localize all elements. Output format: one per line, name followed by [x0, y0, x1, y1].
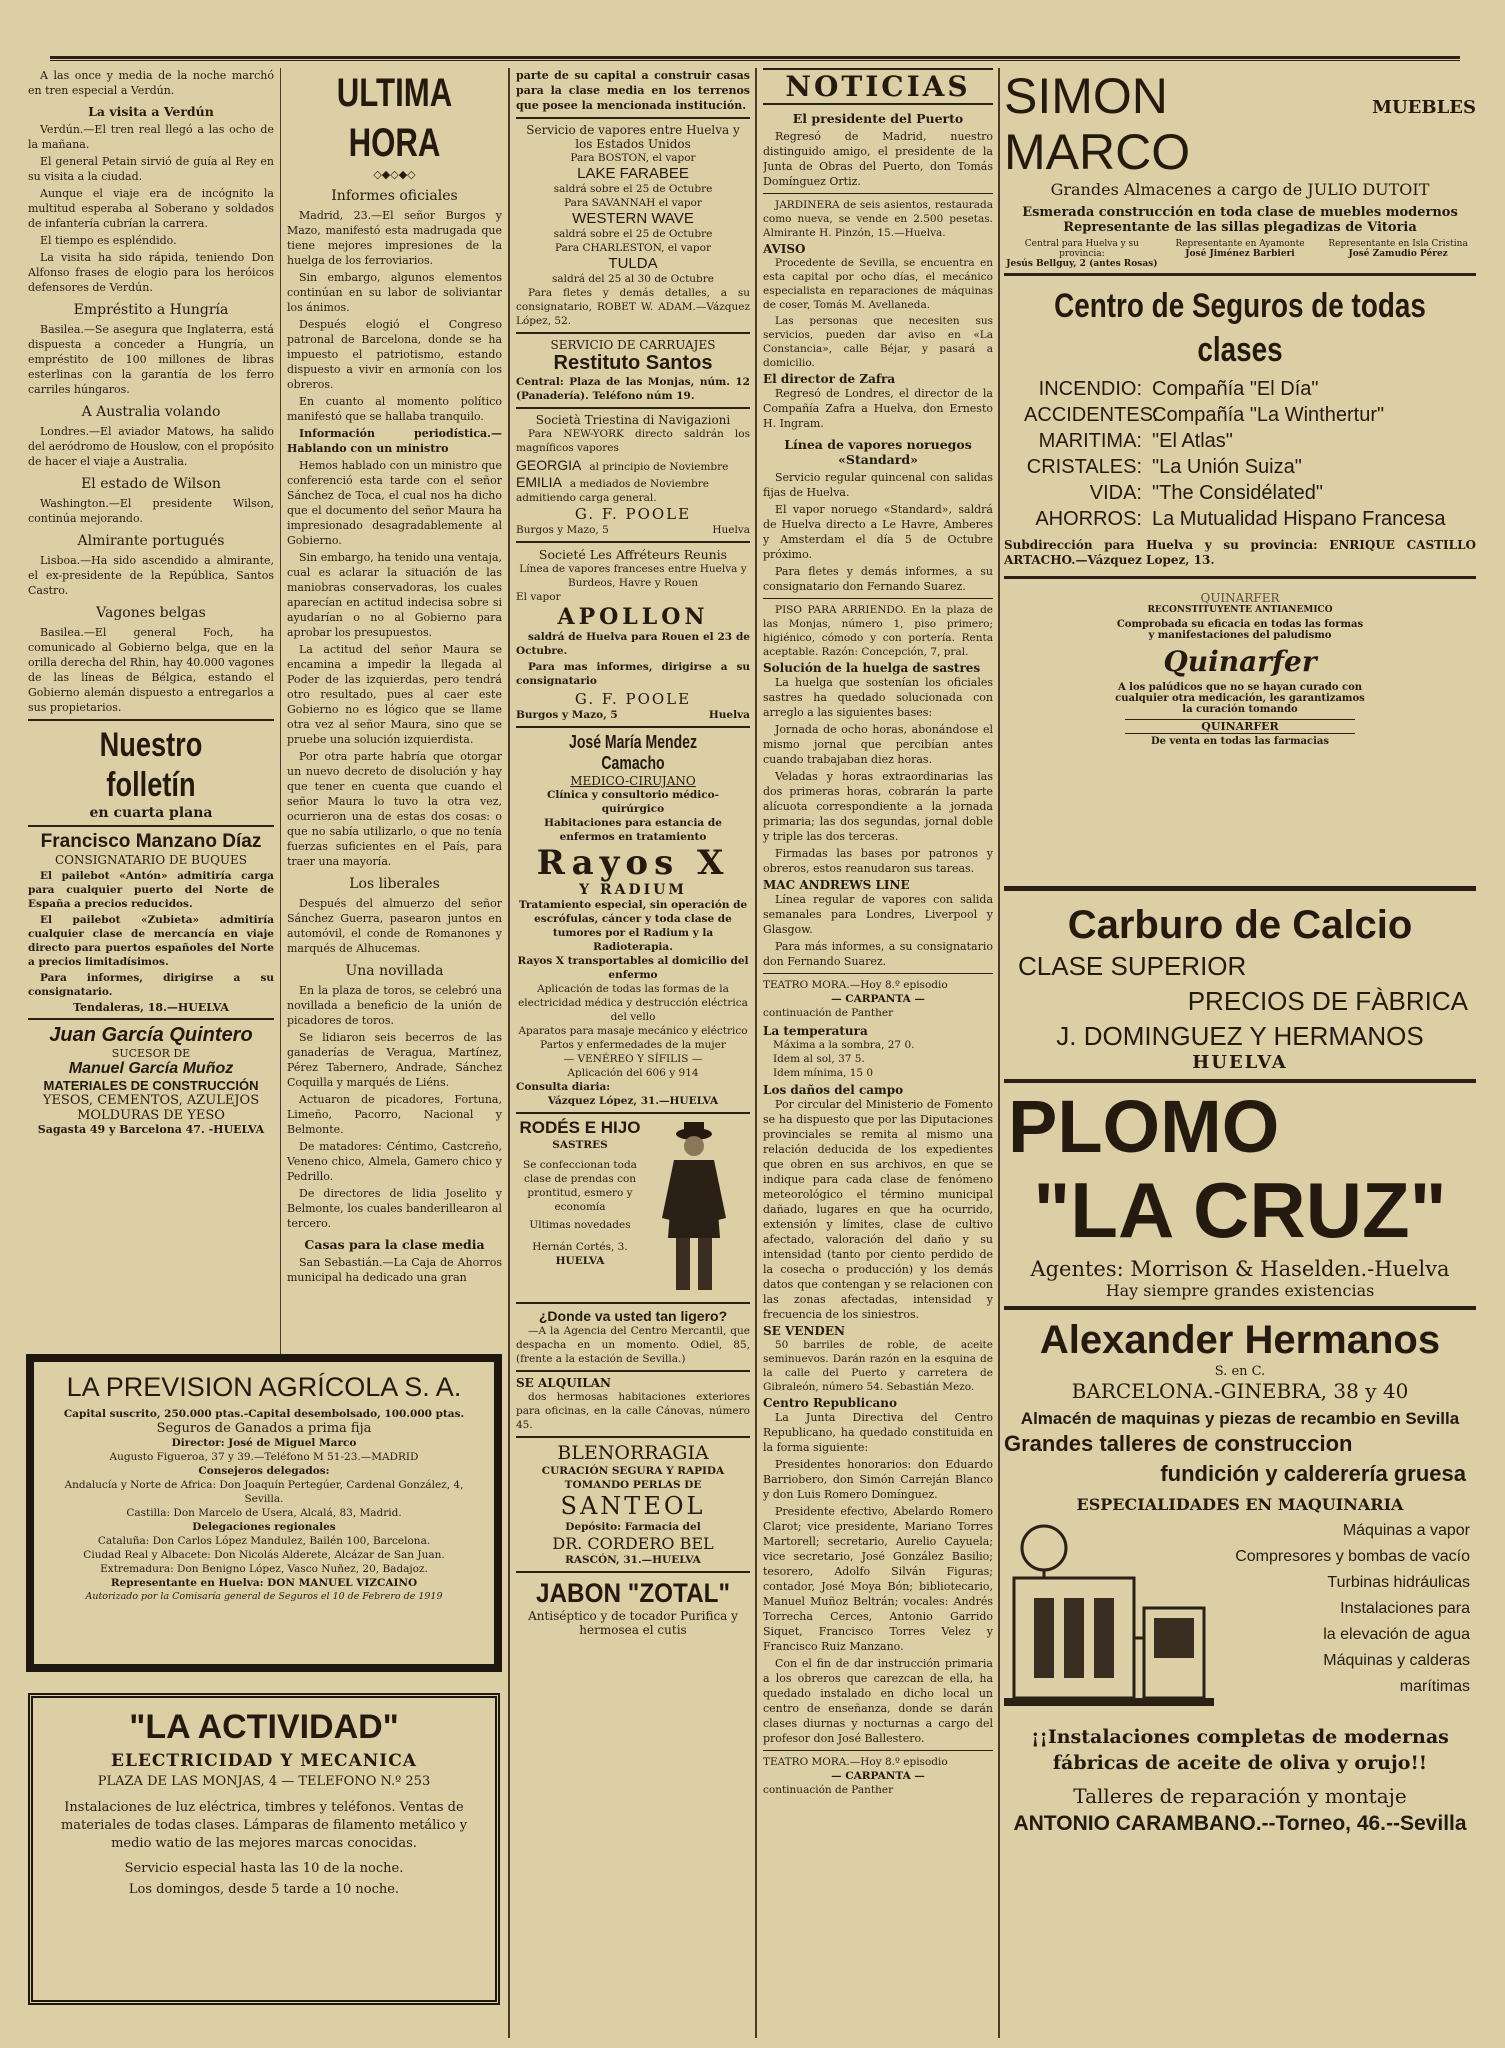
article-text: Presidente efectivo, Abelardo Romero Clarot; vice presidente, Mariano Torres Martorell; secretario, Aurelio Cayuela; vice secretario, José González Basilio; tesorero, Adolfo Silván Figuras; contador, José Moya Bón; bibliotecario, Manuel Muñoz Beltrán; vocales: Andrés Torrecha Cerces, Antonio Garrido Siquet, Francisco Torres Velez y Francisco Ruiz Manzano. — [763, 1505, 993, 1653]
insurance-row — [1024, 480, 1476, 506]
ornament-icon: ◇◆◇◆◇ — [373, 168, 416, 181]
ad-address: Hernán Cortés, 3. — [532, 1241, 628, 1253]
article-text: La visita ha sido rápida, teniendo Don Alfonso frases de elogio para los heróicos defensores de Verdún. — [28, 251, 274, 294]
insurance-company: "La Unión Suiza" — [1152, 456, 1302, 478]
ad-text: Almacén de maquinas y piezas de recambio en Sevilla — [1020, 1409, 1460, 1428]
ship-row — [516, 457, 750, 474]
ship-name: EMILIA — [516, 474, 562, 490]
article-text: Hemos hablado con un ministro que conferenció esta tarde con el señor Sánchez de Toca, el cual nos ha dicho que el documento del señor Maura ha impresionado desagradablemente al Gobierno. — [287, 459, 502, 547]
ad-subtitle: MUEBLES — [1372, 97, 1476, 118]
article-text: Verdún.—El tren real llegó a las ocho de la mañana. — [28, 123, 274, 151]
ad-text: Antiséptico y de tocador Purifica y hermosea el cutis — [528, 1609, 738, 1637]
headline: Una novillada — [345, 963, 444, 979]
article-text: 50 barriles de roble, de aceite seminuevos. Darán razón en la esquina de la calle del Puerto y carretera de Gibraleón, número 54. Sebastián Mezo. — [763, 1339, 993, 1393]
article-text: En cuanto al momento político manifestó que se hallaba tranquilo. — [287, 395, 502, 423]
ad-title: "LA ACTIVIDAD" — [129, 1708, 399, 1746]
ship-name: APOLLON — [557, 604, 709, 630]
divider — [763, 973, 993, 974]
headline: Los liberales — [349, 876, 440, 892]
article-text: Para fletes y demás informes, a su consignatario don Fernando Suarez. — [763, 565, 993, 593]
article-text: Con el fin de dar instrucción primaria a los obreros que carezcan de ella, ha quedado instalado en dicho local un centro de enseñanza, donde se darán clases diurnas y nocturnas a cargo del profesor don José Ballestero. — [763, 1657, 993, 1745]
ad-subtitle: SASTRES — [552, 1139, 608, 1151]
ad-subtitle: Grandes Almacenes a cargo de JULIO DUTOIT — [1050, 180, 1430, 199]
ad-text: Autorizado por la Comisaría general de Seguros el 10 de Febrero de 1919 — [85, 1591, 443, 1602]
article-text: Firmadas las bases por patronos y obreros, estos reanudaron sus tareas. — [763, 847, 993, 875]
ad-text: ¡¡Instalaciones completas de modernas fábricas de aceite de oliva y orujo!! — [1031, 1726, 1449, 1774]
rep-label: Representante en Ayamonte — [1175, 239, 1305, 249]
insurance-company: "The Considélated" — [1152, 482, 1323, 504]
article-text: Línea regular de vapores con salida semanales para Londres, Liverpool y Glasgow. — [763, 893, 993, 936]
ad-title: José María Mendez Camacho — [569, 732, 697, 773]
ad-address: RASCÓN, 31.—HUELVA — [565, 1554, 701, 1566]
headline: Línea de vapores noruegos «Standard» — [784, 437, 972, 467]
article-text: Por otra parte habría que otorgar un nuevo decreto de disolución y hay que tener en cuenta que cuando el señor Maura lo tuvo la otra vez, ocurrieron una de estas dos cosas: o que no sabía utilizarlo, o que no tenía fuerzas suficientes en el País, para traer una mayoría. — [287, 750, 502, 868]
ad-title: JABON "ZOTAL" — [535, 1578, 731, 1608]
ad-text: — CARPANTA — — [831, 1770, 925, 1782]
headline: El presidente del Puerto — [792, 111, 964, 126]
headline: Vagones belgas — [96, 605, 206, 621]
plomo-ad — [1004, 1083, 1476, 1310]
ad-text: Comprobada su eficacia en todas las formas y manifestaciones del paludismo — [1116, 619, 1364, 641]
rep-name: José Jiménez Barbieri — [1185, 249, 1295, 259]
ad-text: Ultimas novedades — [529, 1219, 631, 1231]
ad-title: J. DOMINGUEZ Y HERMANOS — [1056, 1021, 1424, 1051]
article-text: Las personas que necesiten sus servicios, pueden dar aviso en «La Constancia», calle Béjar, y pasará a domicilio. — [763, 315, 993, 369]
ad-title: QUINARFER — [1200, 591, 1280, 605]
ad-subtitle: ELECTRICIDAD Y MECANICA — [111, 1751, 417, 1771]
ad-address: PLAZA DE LAS MONJAS, 4 — TELEFONO N.º 253 — [97, 1774, 431, 1789]
ad-text: RECONSTITUYENTE ANTIANEMICO — [1147, 605, 1333, 615]
ad-text: Subdirección para Huelva y su provincia: ENRIQUE CASTILLO ARTACHO.—Vázquez Lopez, 13. — [1004, 538, 1476, 567]
ad-text: fundición y calderería gruesa — [1160, 1461, 1466, 1486]
ad-text: Esmerada construcción en toda clase de muebles modernos — [1022, 205, 1458, 220]
ad-text: MATERIALES DE CONSTRUCCIÓN — [43, 1078, 259, 1093]
article-text: Procedente de Sevilla, se encuentra en esta capital por ocho días, el mecánico especialista en reparaciones de máquinas de coser, Tomás M. Avellaneda. — [763, 257, 993, 311]
headline: MAC ANDREWS LINE — [763, 878, 910, 892]
ad-text: saldrá del 25 al 30 de Octubre — [551, 273, 715, 285]
section-title: NOTICIAS — [763, 68, 993, 105]
ad-text: Cataluña: Don Carlos López Mandulez, Bailén 100, Barcelona. — [97, 1535, 431, 1547]
ad-title: G. F. POOLE — [574, 505, 692, 523]
article-text: Actuaron de picadores, Fortuna, Limeño, Pacorro, Nacional y Belmonte. — [287, 1093, 502, 1136]
headline: A Australia volando — [81, 404, 221, 420]
divider — [516, 117, 750, 119]
column-3 — [516, 68, 750, 2033]
ad-subtitle: ESPECIALIDADES EN MAQUINARIA — [1076, 1495, 1404, 1514]
divider — [516, 1302, 750, 1304]
ad-text: Agentes: Morrison & Haselden.-Huelva — [1030, 1257, 1450, 1281]
divider — [763, 1750, 993, 1751]
headline: Informes oficiales — [331, 188, 458, 204]
ship-name: LAKE FARABEE — [577, 165, 689, 182]
ad-text: Delegaciones regionales — [192, 1521, 336, 1533]
article-text: Después del almuerzo del señor Sánchez Guerra, pasearon juntos en automóvil, el conde de Romanones y marqués de Alhucemas. — [287, 897, 502, 955]
column-2 — [287, 68, 502, 1343]
headline: Solución de la huelga de sastres — [763, 661, 981, 675]
ship-name: TULDA — [608, 255, 658, 272]
column-divider — [998, 68, 1000, 2038]
article-text: Sin embargo, ha tenido una ventaja, cual es aclarar la situación de las maniobras conservadoras, los cuales aparecían en actitud indecisa sobre si ayudarían o no al Gobierno para aprobar los presupuestos. — [287, 551, 502, 639]
article-text: Por circular del Ministerio de Fomento se ha dispuesto que por las Diputaciones provinciales se remita al mismo una relación deducida de los expedientes que obren en sus archivos, en que se indique para cada clase de fenómeno meteorológico el término municipal dañado, lugares en que ha ocurrido, extensión y límites, clase de cultivo afectado, valoración del daño y su intensidad (tanto por ciento perdido de la cosecha o producción) y los demás datos que contengan y se relacionen con las zonas afectadas, intensidad y frecuencia de los siniestros. — [763, 1098, 993, 1321]
divider — [516, 1112, 750, 1114]
ad-text: saldrá de Huelva para Rouen el 23 de Octubre. — [516, 631, 750, 657]
article-text: De matadores: Céntimo, Castcreño, Veneno chico, Almela, Gamero chico y Pedrillo. — [287, 1140, 502, 1183]
ad-text: continuación de Panther — [763, 1007, 894, 1019]
insurance-type: VIDA: — [1089, 482, 1142, 504]
ad-text: Aparatos para masaje mecánico y eléctrico — [518, 1025, 748, 1037]
article-text: San Sebastián.—La Caja de Ahorros municipal ha dedicado una gran — [287, 1256, 502, 1284]
ad-text: Los domingos, desde 5 tarde a 10 noche. — [128, 1882, 400, 1897]
ad-address — [516, 708, 750, 722]
ad-subtitle: SUCESOR DE — [111, 1047, 191, 1060]
article-text: La actitud del señor Maura se encamina a impedir la llegada al Poder de las izquierdas, pero tendrá otro resultado, pues al caer este Gobierno no es lógico que se llame otra vez al señor Maura, sino que se pruebe una solución izquierdista. — [287, 643, 502, 746]
ad-title: Restituto Santos — [553, 352, 713, 374]
ad-text: Se confeccionan toda clase de prendas con prontitud, esmero y economía — [523, 1159, 637, 1213]
ad-subtitle: S. en C. — [1214, 1364, 1266, 1379]
ad-text: Para fletes y demás detalles, a su consignatario, ROBET W. ADAM.—Vázquez López, 52. — [516, 287, 750, 327]
ad-text: saldrá sobre el 25 de Octubre — [553, 183, 713, 195]
divider — [516, 726, 750, 728]
ad-address: Vázquez López, 31.—HUELVA — [547, 1095, 719, 1107]
ad-text: Talleres de reparación y montaje — [1073, 1784, 1407, 1808]
ad-text: Representante de las sillas plegadizas de Vitoria — [1063, 220, 1417, 235]
headline: El director de Zafra — [763, 372, 896, 386]
column-divider — [508, 68, 510, 2038]
article-text: El tiempo es espléndido. — [40, 234, 177, 247]
ad-text: —A la Agencia del Centro Mercantil, que despacha en un momento. Odiel, 85, (frente a la estación de Sevilla.) — [516, 1325, 750, 1365]
headline: Almirante portugués — [77, 533, 225, 549]
ad-title: Francisco Manzano Díaz — [40, 831, 262, 852]
divider — [28, 1018, 274, 1020]
article-text: El general Petain sirvió de guía al Rey en su visita a la ciudad. — [28, 155, 274, 183]
ad-text: A los palúdicos que no se hayan curado con cualquier otra medicación, les garantizamos la curación tomando — [1115, 682, 1365, 715]
ad-text: Seguros de Ganados a prima fija — [156, 1421, 372, 1436]
ad-prevision-agricola — [26, 1354, 502, 1672]
ad-title: Juan García Quintero — [49, 1024, 253, 1046]
ad-text: continuación de Panther — [763, 1784, 894, 1796]
temp-row: Máxima a la sombra, 27 0. — [773, 1039, 915, 1051]
ad-text: TEATRO MORA.—Hoy 8.º episodio — [763, 979, 948, 991]
ad-text: Clínica y consultorio médico-quirúrgico — [546, 789, 720, 815]
representatives-row — [1004, 239, 1476, 269]
insurance-row — [1024, 454, 1476, 480]
ad-text: Para mas informes, dirigirse a su consignatario — [516, 661, 750, 687]
specialties-list — [1214, 1518, 1476, 1718]
ad-text: Para BOSTON, el vapor — [570, 152, 696, 164]
headline: AVISO — [763, 242, 806, 256]
divider — [516, 332, 750, 334]
folletin-subtitle: en cuarta plana — [89, 805, 213, 821]
ad-title: DR. CORDERO BEL — [552, 1534, 714, 1553]
alexander-ad — [1004, 1310, 1476, 1836]
divider — [28, 719, 274, 721]
ad-title: Carburo de Calcio — [1067, 903, 1413, 947]
ad-text: TEATRO MORA.—Hoy 8.º episodio — [763, 1756, 948, 1768]
article-text: Se lidiaron seis becerros de las ganaderías de Veragua, Martínez, Pérez Tabernero, Andrade, Sánchez Coquilla y marqués de Liéns. — [287, 1031, 502, 1089]
insurance-company: "El Atlas" — [1152, 430, 1233, 452]
ad-title: SIMON MARCO — [1004, 68, 1191, 180]
ad-text: Habitaciones para estancia de enfermos en tratamiento — [544, 817, 722, 843]
divider — [516, 407, 750, 409]
insurance-company: Compañía "La Winthertur" — [1152, 404, 1385, 426]
article-text: PISO PARA ARRIENDO. En la plaza de las Monjas, número 1, piso primero; higiénico, cómodo y con portería. Renta aceptable. Razón: Concepción, 7, pral. — [763, 604, 993, 658]
article-text: Madrid, 23.—El señor Burgos y Mazo, manifestó esta madrugada que tiene mejores impresiones de la huelga de los ferroviarios. — [287, 209, 502, 267]
divider — [516, 541, 750, 543]
headline: Los daños del campo — [763, 1083, 904, 1097]
top-rule — [50, 56, 1460, 61]
ad-text: — VENÉREO Y SÍFILIS — — [563, 1053, 703, 1065]
insurance-row — [1024, 402, 1476, 428]
ad-text: Ciudad Real y Albacete: Don Nicolás Alderete, Alcázar de San Juan. — [83, 1549, 445, 1561]
ad-text: YESOS, CEMENTOS, AZULEJOS — [42, 1093, 260, 1108]
column-divider — [755, 68, 757, 2038]
ad-address: ANTONIO CARAMBANO.--Torneo, 46.--Sevilla — [1013, 1812, 1467, 1835]
ad-text: Línea de vapores franceses entre Huelva y Burdeos, Havre y Rouen — [519, 563, 747, 589]
ad-text: Andalucía y Norte de Africa: Don Joaquín Pertegúer, Cardenal González, 4, Sevilla. — [64, 1479, 464, 1505]
specialty-item: Máquinas a vapor — [1342, 1522, 1470, 1539]
headline: La visita a Verdún — [88, 104, 214, 119]
ad-title: "LA CRUZ" — [1033, 1166, 1447, 1254]
headline: SE ALQUILAN — [516, 1376, 611, 1390]
ad-text: Capital suscrito, 250.000 ptas.-Capital desembolsado, 100.000 ptas. — [63, 1408, 465, 1420]
specialty-item: Instalaciones para — [1340, 1600, 1470, 1617]
ship-name: GEORGIA — [516, 457, 582, 473]
ad-la-actividad — [28, 1693, 500, 2005]
article-text: Regresó de Londres, el director de la Compañía Zafra a Huelva, don Ernesto H. Ingram. — [763, 387, 993, 430]
folletin-title: Nuestro folletín — [99, 726, 203, 804]
article-text: Jornada de ocho horas, abonándose el mismo jornal que percibían antes cuando trabajaban diez horas. — [763, 723, 993, 766]
ad-text: Para informes, dirigirse a su consignatario. — [28, 972, 274, 998]
divider — [516, 1571, 750, 1573]
section-title: ULTIMA HORA — [336, 71, 453, 165]
ad-text: Castilla: Don Marcelo de Usera, Alcalá, 83, Madrid. — [126, 1507, 402, 1519]
ad-subtitle: MEDICO-CIRUJANO — [570, 774, 696, 788]
rep-name: Jesús Bellguy, 2 (antes Rosas) — [1006, 259, 1158, 269]
ad-text: QUINARFER — [1125, 719, 1355, 734]
rep-label: Central para Huelva y su provincia: — [1024, 239, 1139, 259]
carburo-ad — [1004, 899, 1476, 1083]
ad-title: RODÉS E HIJO — [519, 1118, 641, 1137]
ad-text: Instalaciones de luz eléctrica, timbres y teléfonos. Ventas de materiales de todas clases. Lámparas de filamento metálico y medio watio de las mejores marcas conocidas. — [60, 1800, 468, 1851]
article-text: La Junta Directiva del Centro Republicano, ha quedado constituida en la forma siguiente: — [763, 1411, 993, 1454]
headline: Centro Republicano — [763, 1396, 897, 1410]
ad-text: El pailebot «Zubieta» admitiría cualquier clase de mercancía en viaje directo para puertos españoles del Norte a precios limitadísimos. — [28, 914, 274, 968]
ad-address-street: Burgos y Mazo, 5 — [516, 524, 609, 536]
column-5 — [1004, 68, 1476, 2033]
article-text: La huelga que sostenían los oficiales sastres ha quedado solucionada con arreglo a las siguientes bases: — [763, 676, 993, 719]
insurance-type: CRISTALES: — [1026, 456, 1142, 478]
ad-text: saldrá sobre el 25 de Octubre — [553, 228, 713, 240]
ad-address-street: Burgos y Mazo, 5 — [516, 709, 618, 721]
ad-title: Società Triestina di Navigazioni — [535, 413, 731, 427]
rep-label: Representante en Isla Cristina — [1328, 239, 1468, 249]
column-divider — [280, 68, 281, 1358]
ad-text: CURACIÓN SEGURA Y RAPIDA TOMANDO PERLAS DE — [541, 1465, 725, 1491]
ad-text: El vapor — [516, 591, 561, 603]
article-text: Lisboa.—Ha sido ascendido a almirante, el ex-presidente de la República, Santos Castro. — [28, 554, 274, 597]
seguros-ad — [1004, 276, 1476, 579]
ad-text: al principio de Noviembre — [589, 461, 729, 473]
temp-row: Idem al sol, 37 5. — [773, 1053, 865, 1065]
ad-text: — CARPANTA — — [831, 993, 925, 1005]
article-text: En la plaza de toros, se celebró una novillada a beneficio de la unión de picadores de toros. — [287, 984, 502, 1027]
ad-title: Rayos X — [536, 843, 730, 883]
machinery-illustration-icon — [1004, 1518, 1214, 1718]
article-text: Regresó de Madrid, nuestro distinguido amigo, el presidente de la Junta de Obras del Puerto, don Tomás Domínguez Ortiz. — [763, 130, 993, 188]
insurance-row — [1024, 376, 1476, 402]
ad-text: Augusto Figueroa, 37 y 39.—Teléfono M 51-23.—MADRID — [109, 1451, 419, 1463]
article-text: JARDINERA de seis asientos, restaurada como nueva, se vende en 2.500 pesetas. Almirante H. Pinzón, 15.—Huelva. — [763, 199, 993, 239]
insurance-type: INCENDIO: — [1038, 378, 1142, 400]
ad-text: Director: José de Miguel Marco — [171, 1437, 357, 1449]
article-text: De directores de lidia Joselito y Belmonte, los cuales banderillearon al tercero. — [287, 1187, 502, 1230]
article-text: parte de su capital a construir casas para la clase media en los terrenos que posee la mencionada institución. — [516, 69, 750, 112]
ad-text: Para NEW-YORK directo saldrán los magníficos vapores — [516, 428, 750, 454]
ad-text: a mediados de Noviembre — [569, 478, 709, 490]
divider — [763, 598, 993, 599]
article-text: A las once y media de la noche marchó en tren especial a Verdún. — [28, 69, 274, 97]
ad-subtitle: PRECIOS DE FÀBRICA — [1187, 986, 1468, 1016]
ad-text: De venta en todas las farmacias — [1150, 736, 1330, 747]
ad-subtitle: Manuel García Muñoz — [68, 1060, 234, 1077]
column-1 — [28, 68, 274, 1343]
ad-text: Servicio especial hasta las 10 de la noche. — [124, 1861, 404, 1876]
ad-subtitle: CONSIGNATARIO DE BUQUES — [54, 853, 248, 867]
ad-text: Hay siempre grandes existencias — [1105, 1281, 1375, 1300]
divider — [516, 1370, 750, 1372]
ship-row — [516, 474, 750, 491]
specialty-item: la elevación de agua — [1323, 1626, 1470, 1643]
article-text: Para más informes, a su consignatario don Fernando Suarez. — [763, 940, 993, 968]
ad-address: Sagasta 49 y Barcelona 47. -HUELVA — [37, 1123, 265, 1136]
insurance-row — [1024, 506, 1476, 532]
ad-text: Grandes talleres de construccion — [1004, 1431, 1353, 1456]
ad-title: ¿Donde va usted tan ligero? — [538, 1308, 728, 1324]
column-4 — [763, 68, 993, 2033]
ad-text: Consejeros delegados: — [198, 1465, 330, 1477]
insurance-company: Compañía "El Día" — [1152, 378, 1319, 400]
article-text: Londres.—El aviador Matows, ha salido del aeródromo de Houslow, con el propósito de hacer el viaje a Australia. — [28, 425, 274, 468]
ad-address: HUELVA — [1192, 1052, 1288, 1073]
specialty-item: Turbinas hidráulicas — [1327, 1574, 1470, 1591]
article-text: Veladas y horas extraordinarias las dos primeras horas, cobrarán la parte alícuota correspondiente a la jornada primaria; las dos segundas, jornal doble y triple las dos terceras. — [763, 770, 993, 843]
specialty-item: Máquinas y calderas — [1323, 1652, 1470, 1669]
specialty-item: marítimas — [1399, 1678, 1470, 1695]
ad-subtitle: CLASE SUPERIOR — [1018, 951, 1247, 981]
article-text: El vapor noruego «Standard», saldrá de Huelva directo a Le Havre, Amberes y Amsterdam el día 5 de Octubre próximo. — [763, 503, 993, 561]
headline: La temperatura — [763, 1024, 868, 1038]
ship-name: WESTERN WAVE — [572, 210, 694, 227]
article-text: Después elogió el Congreso patronal de Barcelona, donde se ha impuesto el patriotismo, estando dispuesto a vivir en armonía con los obreros. — [287, 318, 502, 391]
insurance-list — [1024, 376, 1476, 532]
ad-title: LA PREVISION AGRÍCOLA S. A. — [66, 1372, 462, 1402]
ad-address-city: Huelva — [712, 524, 750, 536]
tailor-figure-icon — [644, 1118, 744, 1298]
ad-text: Partos y enfermedades de la mujer — [540, 1039, 726, 1051]
quinarfer-ad — [1004, 591, 1476, 891]
ad-text: Aplicación del 606 y 914 — [567, 1067, 699, 1079]
insurance-type: MARITIMA: — [1038, 430, 1142, 452]
ad-text: Extremadura: Don Benigno López, Vasco Nuñez, 20, Badajoz. — [100, 1563, 428, 1575]
headline: El estado de Wilson — [81, 476, 221, 492]
ad-text: Rayos X transportables al domicilio del enfermo — [517, 955, 749, 981]
rodes-ad — [516, 1118, 750, 1298]
ad-title: Quinarfer — [1163, 645, 1317, 678]
divider — [516, 1436, 750, 1438]
simon-marco-ad — [1004, 68, 1476, 276]
ad-text: Tratamiento especial, sin operación de escrófulas, cáncer y toda clase de tumores por el Radium y la Radioterapia. — [518, 899, 748, 953]
ad-title: G. F. POOLE — [574, 690, 692, 708]
article-text: Sin embargo, algunos elementos continúan en su labor de soliviantar los ánimos. — [287, 271, 502, 314]
ad-text: dos hermosas habitaciones exteriores para oficinas, en la calle Cánovas, número 45. — [516, 1391, 750, 1431]
ad-address: HUELVA — [555, 1255, 605, 1267]
ad-text: Representante en Huelva: DON MANUEL VIZCAINO — [110, 1577, 418, 1589]
ad-text: Consulta diaria: — [516, 1081, 611, 1093]
headline: Información periodística.—Hablando con un ministro — [287, 427, 502, 455]
article-text: Servicio regular quincenal con salidas fijas de Huelva. — [763, 471, 993, 499]
ad-address: Tendaleras, 18.—HUELVA — [73, 1001, 229, 1014]
ad-text: El pailebot «Antón» admitiría carga para cualquier puerto del Norte de España a precios reducidos. — [28, 870, 274, 910]
rep-name: José Zamudio Pérez — [1348, 249, 1448, 259]
specialty-item: Compresores y bombas de vacío — [1235, 1548, 1470, 1565]
ad-subtitle: Y RADIUM — [579, 882, 687, 898]
ad-title: Centro de Seguros de todas clases — [1054, 287, 1426, 369]
ad-text: Para SAVANNAH el vapor — [564, 197, 702, 209]
ad-text: admitiendo carga general. — [516, 492, 657, 504]
ad-text: Aplicación de todas las formas de la electricidad médica y destrucción eléctrica del vello — [518, 983, 748, 1023]
ad-title: Servicio de vapores entre Huelva y los Estados Unidos — [526, 123, 740, 151]
ad-text: Para CHARLESTON, el vapor — [555, 242, 711, 254]
headline: Empréstito a Hungría — [73, 302, 229, 318]
insurance-type: AHORROS: — [1035, 508, 1142, 530]
article-text: Basilea.—Se asegura que Inglaterra, está dispuesta a conceder a Hungría, un empréstito de 100 millones de libras esterlinas con la garantía de los ferro carriles húngaros. — [28, 323, 274, 396]
article-text: Washington.—El presidente Wilson, continúa mejorando. — [28, 497, 274, 525]
ad-address: BARCELONA.-GINEBRA, 38 y 40 — [1071, 1379, 1409, 1403]
ad-title: BLENORRAGIA — [557, 1442, 709, 1464]
insurance-type: ACCIDENTES: — [1024, 404, 1159, 426]
temp-row: Idem mínima, 15 0 — [773, 1067, 874, 1079]
divider — [763, 193, 993, 194]
ad-title: PLOMO — [1008, 1085, 1280, 1168]
insurance-row — [1024, 428, 1476, 454]
insurance-company: La Mutualidad Hispano Francesa — [1152, 508, 1446, 530]
ad-title: Alexander Hermanos — [1039, 1318, 1441, 1362]
divider — [28, 825, 274, 827]
ad-text: MOLDURAS DE YESO — [77, 1108, 225, 1123]
ad-title: Societé Les Affréteurs Reunis — [538, 547, 728, 562]
headline: Casas para la clase media — [304, 1237, 485, 1252]
article-text: Presidentes honorarios: don Eduardo Barriobero, don Simón Carreján Blanco y don Luis Romero Domínguez. — [763, 1458, 993, 1501]
ad-subtitle: SERVICIO DE CARRUAJES — [550, 338, 716, 352]
ad-address: Central: Plaza de las Monjas, núm. 12 (Panadería). Teléfono núm 19. — [516, 376, 750, 402]
article-text: Basilea.—El general Foch, ha comunicado al Gobierno belga, que en la orilla derecha del Rhin, hay 40.000 vagones de las líneas de Bélgica, estando el Gobierno alemán dispuesto a entregarlos a sus propietarios. — [28, 626, 274, 714]
article-text: Aunque el viaje era de incógnito la multitud esperaba al Soberano y soldados de infantería cubrían la carrera. — [28, 187, 274, 230]
headline: SE VENDEN — [763, 1324, 845, 1338]
ad-text: Depósito: Farmacia del — [565, 1521, 701, 1533]
ad-address — [516, 523, 750, 537]
ad-title: SANTEOL — [560, 1492, 706, 1520]
ad-address-city: Huelva — [708, 709, 750, 721]
